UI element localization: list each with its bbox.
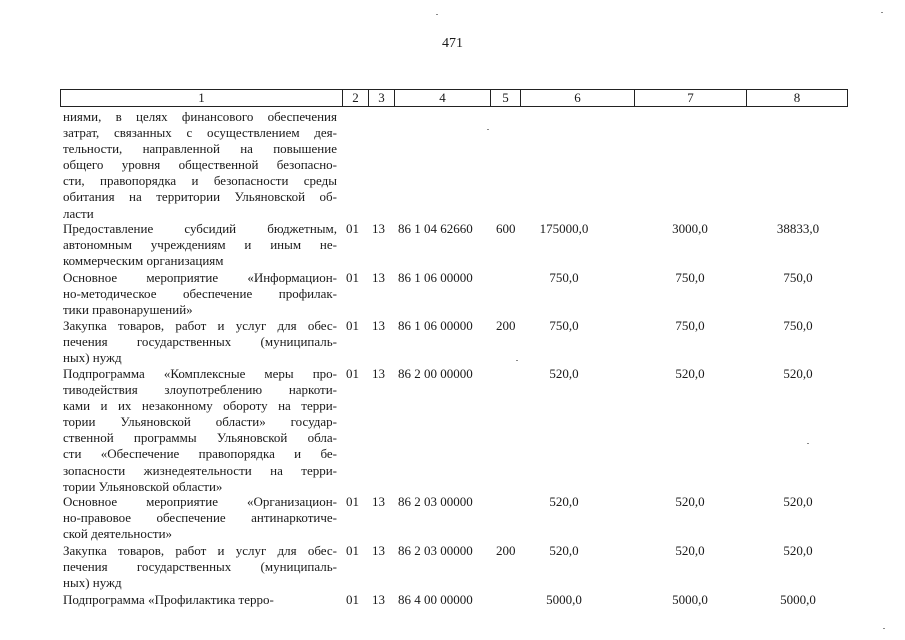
header-col-3: 3 bbox=[369, 90, 395, 106]
cell-c2: 01 bbox=[346, 543, 359, 558]
cell-c7: 3000,0 bbox=[672, 221, 708, 236]
cell-c4: 86 1 06 00000 bbox=[398, 270, 473, 285]
cell-c8: 38833,0 bbox=[776, 221, 820, 236]
cell-c6: 520,0 bbox=[549, 543, 579, 558]
description-line: ных) нужд bbox=[63, 575, 122, 591]
description-line: тиводействия злоупотреблению наркоти- bbox=[63, 382, 337, 398]
cell-c3: 13 bbox=[372, 221, 385, 236]
cell-c2: 01 bbox=[346, 270, 359, 285]
cell-c8: 520,0 bbox=[783, 543, 813, 558]
cell-c8: 750,0 bbox=[783, 270, 813, 285]
description-line: печения государственных (муниципаль- bbox=[63, 334, 337, 350]
cell-c4: 86 1 04 62660 bbox=[398, 221, 473, 236]
description-line: печения государственных (муниципаль- bbox=[63, 559, 337, 575]
cell-c4: 86 2 00 00000 bbox=[398, 366, 473, 381]
cell-c2: 01 bbox=[346, 494, 359, 509]
cell-c5: 600 bbox=[496, 221, 516, 236]
cell-c5: 200 bbox=[496, 543, 516, 558]
description-line: тики правонарушений» bbox=[63, 302, 193, 318]
cell-c6: 520,0 bbox=[549, 366, 579, 381]
description-line: сти, правопорядка и безопасности среды bbox=[63, 173, 337, 189]
table-header bbox=[60, 89, 848, 107]
description-line: ласти bbox=[63, 205, 94, 221]
scan-speck bbox=[881, 12, 883, 13]
scan-speck bbox=[807, 443, 809, 444]
cell-c2: 01 bbox=[346, 366, 359, 381]
description-line: Подпрограмма «Профилактика терро- bbox=[63, 592, 274, 607]
description-line: Закупка товаров, работ и услуг для обес- bbox=[63, 543, 337, 558]
scan-speck bbox=[883, 628, 885, 629]
cell-c4: 86 2 03 00000 bbox=[398, 543, 473, 558]
description-line: Закупка товаров, работ и услуг для обес- bbox=[63, 318, 337, 333]
page-number: 471 bbox=[442, 36, 463, 51]
cell-c3: 13 bbox=[372, 543, 385, 558]
description-line: тельности, направленной на повышение bbox=[63, 141, 337, 157]
row-description bbox=[63, 270, 337, 318]
cell-c7: 5000,0 bbox=[672, 592, 708, 607]
description-line: Основное мероприятие «Организацион- bbox=[63, 494, 337, 509]
header-col-6: 6 bbox=[521, 90, 635, 106]
description-line: Подпрограмма «Комплексные меры про- bbox=[63, 366, 337, 381]
description-line: ской деятельности» bbox=[63, 526, 173, 542]
description-line: сти «Обеспечение правопорядка и бе- bbox=[63, 446, 337, 462]
row-description bbox=[63, 318, 337, 366]
header-col-4: 4 bbox=[395, 90, 491, 106]
description-line: ками и их незаконному обороту на терри- bbox=[63, 398, 337, 414]
description-line: ных) нужд bbox=[63, 350, 122, 366]
cell-c6: 5000,0 bbox=[546, 592, 582, 607]
cell-c2: 01 bbox=[346, 221, 359, 236]
cell-c4: 86 1 06 00000 bbox=[398, 318, 473, 333]
cell-c6: 175000,0 bbox=[539, 221, 589, 236]
description-line: затрат, связанных с осуществлением дея- bbox=[63, 125, 337, 141]
description-line: коммерческим организациям bbox=[63, 253, 224, 269]
cell-c7: 750,0 bbox=[675, 318, 705, 333]
header-col-1: 1 bbox=[61, 90, 343, 106]
description-line: Предоставление субсидий бюджетным, bbox=[63, 221, 337, 236]
cell-c2: 01 bbox=[346, 592, 359, 607]
cell-c3: 13 bbox=[372, 318, 385, 333]
cell-c8: 520,0 bbox=[783, 366, 813, 381]
scan-speck bbox=[436, 14, 438, 15]
cell-c6: 520,0 bbox=[549, 494, 579, 509]
cell-c3: 13 bbox=[372, 494, 385, 509]
description-line: автономным учреждениям и иным не- bbox=[63, 237, 337, 253]
cell-c3: 13 bbox=[372, 366, 385, 381]
description-line: но-правовое обеспечение антинаркотиче- bbox=[63, 510, 337, 526]
header-col-5: 5 bbox=[491, 90, 521, 106]
cell-c8: 5000,0 bbox=[780, 592, 816, 607]
description-line: Основное мероприятие «Информацион- bbox=[63, 270, 337, 285]
scan-speck bbox=[516, 360, 518, 361]
cell-c7: 520,0 bbox=[675, 366, 705, 381]
header-col-7: 7 bbox=[635, 90, 747, 106]
cell-c8: 750,0 bbox=[783, 318, 813, 333]
description-line: обитания на территории Ульяновской об- bbox=[63, 189, 337, 205]
description-line: ниями, в целях финансового обеспечения bbox=[63, 109, 337, 124]
cell-c7: 520,0 bbox=[675, 543, 705, 558]
cell-c3: 13 bbox=[372, 592, 385, 607]
cell-c5: 200 bbox=[496, 318, 516, 333]
cell-c7: 750,0 bbox=[675, 270, 705, 285]
header-col-2: 2 bbox=[343, 90, 369, 106]
description-line: но-методическое обеспечение профилак- bbox=[63, 286, 337, 302]
cell-c8: 520,0 bbox=[783, 494, 813, 509]
description-line: тории Ульяновской области» bbox=[63, 478, 223, 494]
cell-c7: 520,0 bbox=[675, 494, 705, 509]
row-description bbox=[63, 592, 337, 608]
cell-c2: 01 bbox=[346, 318, 359, 333]
description-line: ственной программы Ульяновской обла- bbox=[63, 430, 337, 446]
cell-c3: 13 bbox=[372, 270, 385, 285]
cell-c4: 86 4 00 00000 bbox=[398, 592, 473, 607]
row-description bbox=[63, 543, 337, 591]
header-col-8: 8 bbox=[793, 90, 801, 105]
description-line: тории Ульяновской области» государ- bbox=[63, 414, 337, 430]
cell-c6: 750,0 bbox=[549, 270, 579, 285]
row-description bbox=[63, 221, 337, 269]
row-description bbox=[63, 366, 337, 495]
description-line: зопасности жизнедеятельности на терри- bbox=[63, 462, 337, 478]
cell-c4: 86 2 03 00000 bbox=[398, 494, 473, 509]
scan-speck bbox=[487, 129, 489, 130]
description-line: общего уровня общественной безопасно- bbox=[63, 157, 337, 173]
cell-c6: 750,0 bbox=[549, 318, 579, 333]
row-description bbox=[63, 494, 337, 542]
row-description bbox=[63, 109, 337, 222]
